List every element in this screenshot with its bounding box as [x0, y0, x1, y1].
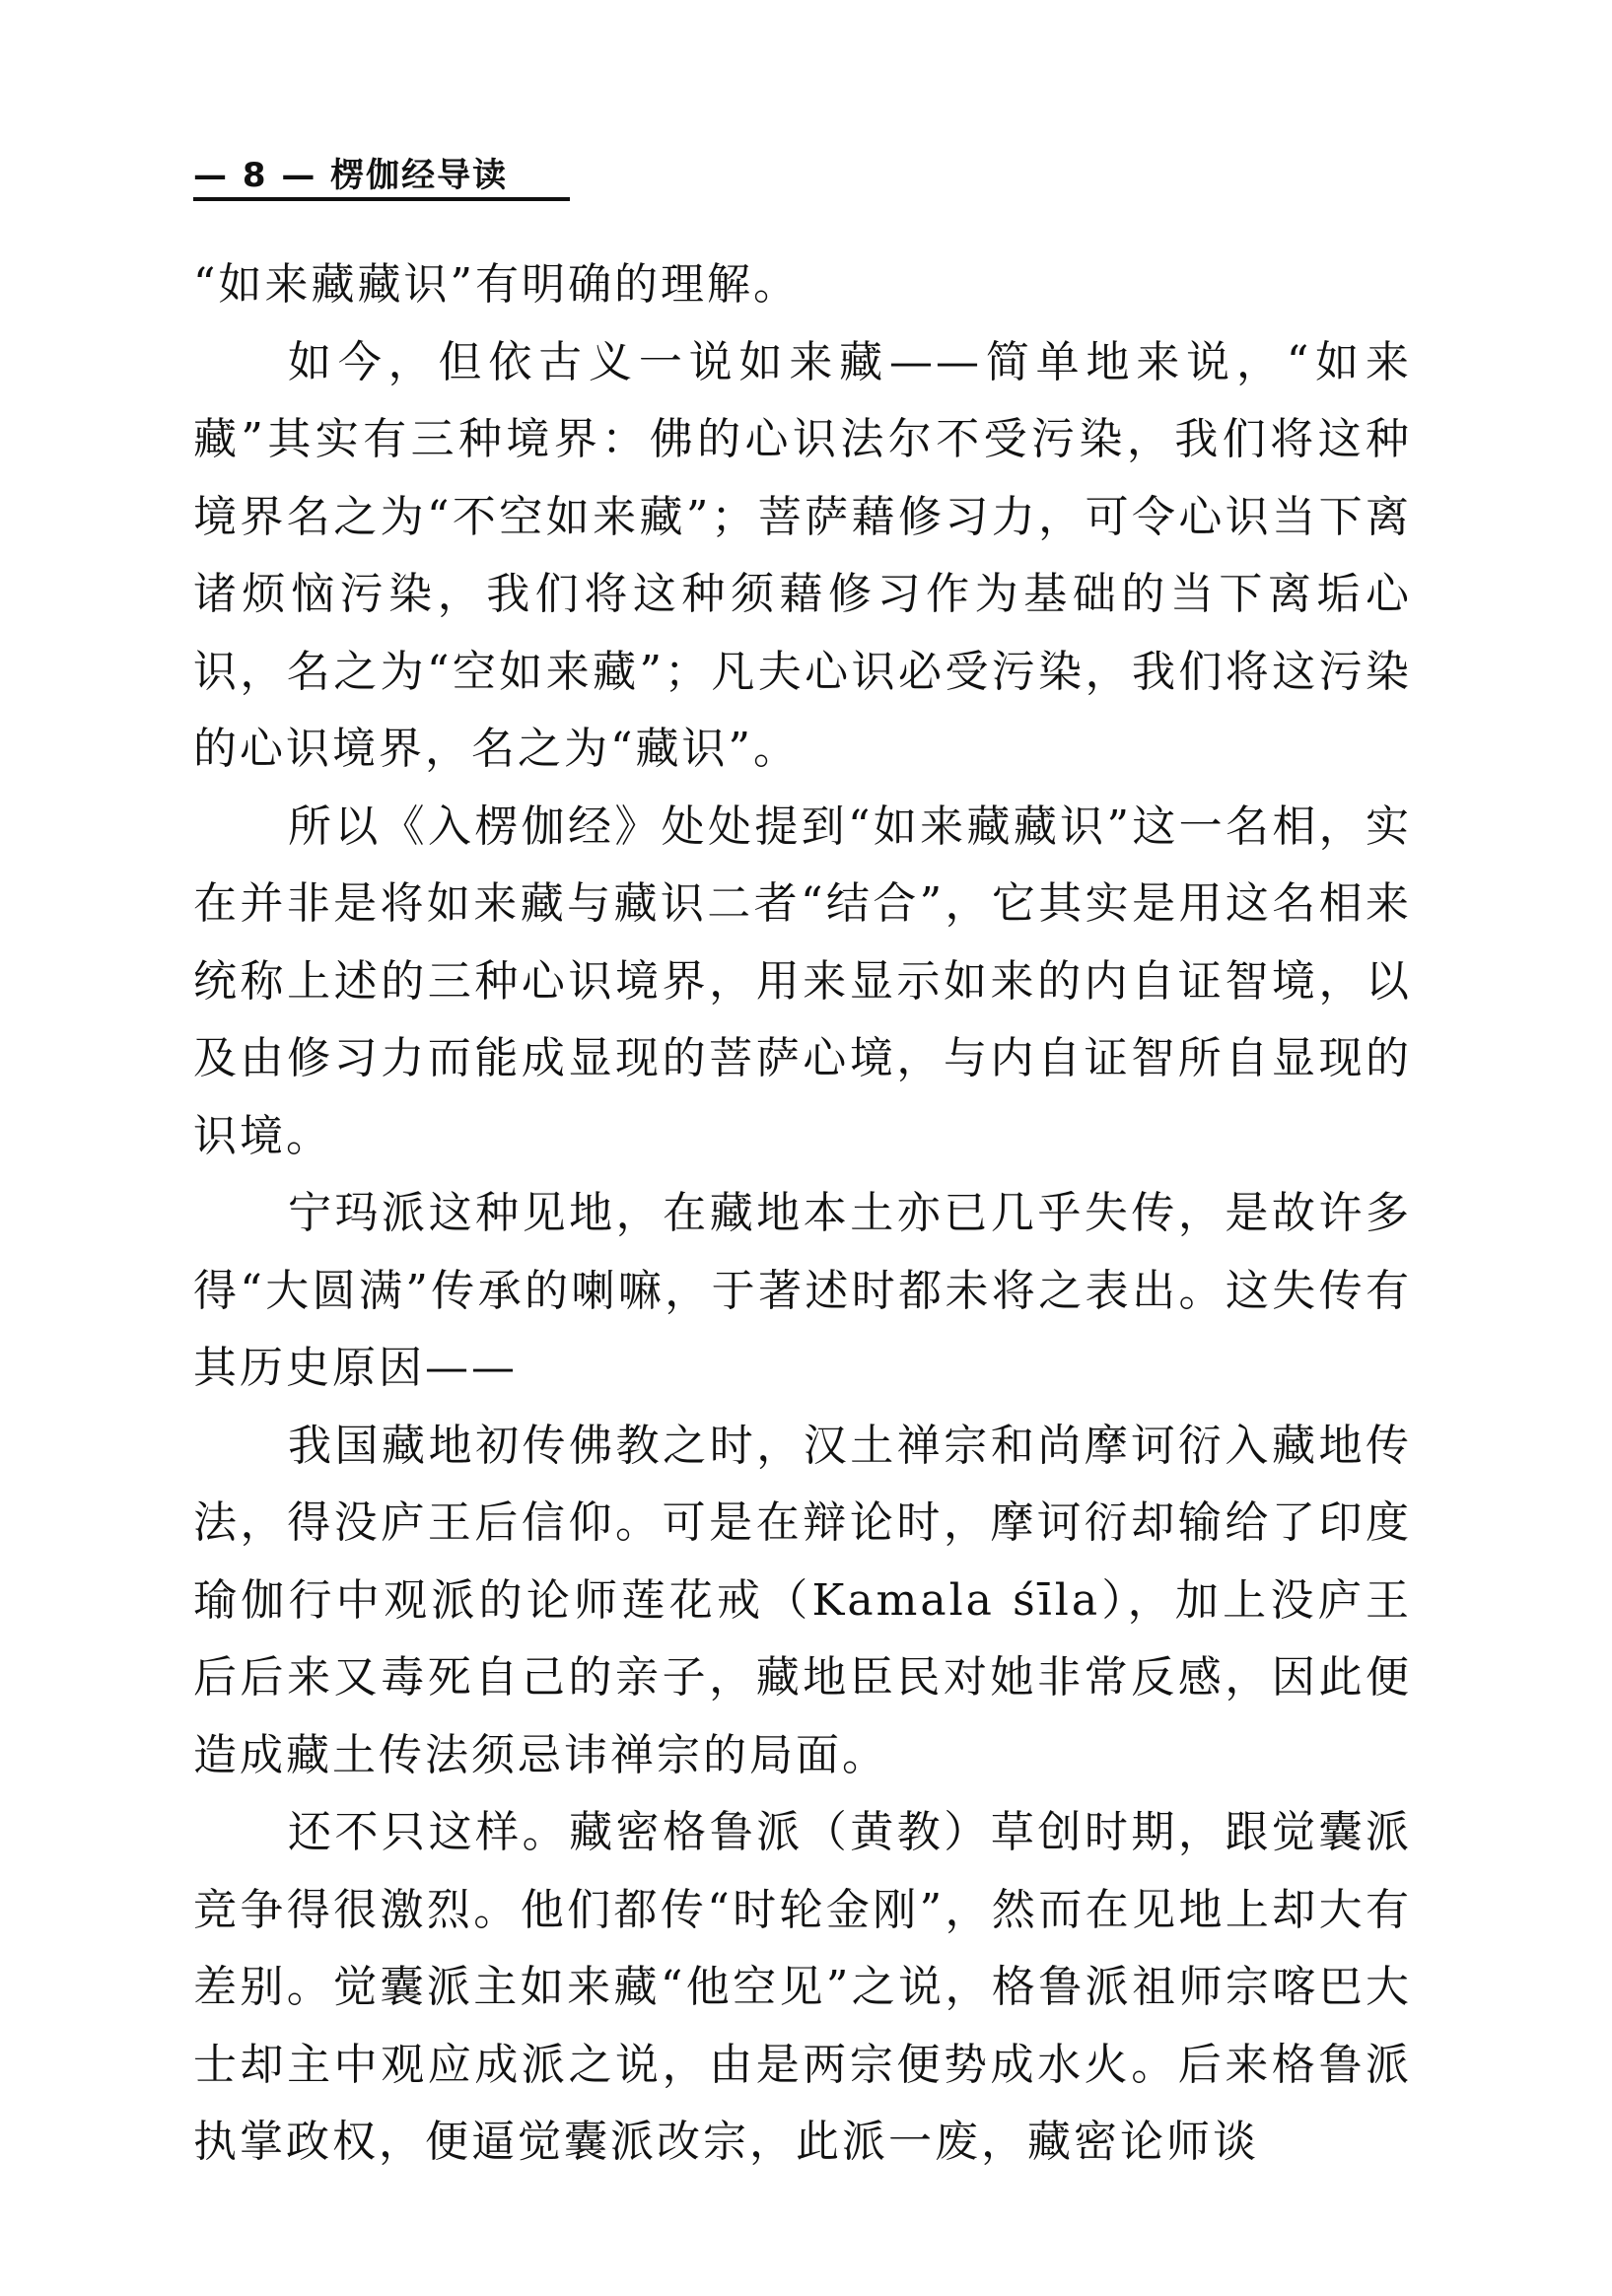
paragraph: 如今，但依古义一说如来藏——简单地来说，“如来藏”其实有三种境界：佛的心识法尔不受污染，我们将这种境界名之为“不空如来藏”；菩萨藉修习力，可令心识当下离诸烦恼污染，我们将这种须藉修习作为基础的当下离垢心识，名之为“空如来藏”；凡夫心识必受污染，我们将这污染的心识境界，名之为“藏识”。 — [193, 336, 1412, 774]
paragraph: 我国藏地初传佛教之时，汉土禅宗和尚摩诃衍入藏地传法，得没庐王后信仰。可是在辩论时，摩诃衍却输给了印度瑜伽行中观派的论师莲花戒（Kamala śīla），加上没庐王后后来又毒死自己的亲子，藏地臣民对她非常反感，因此便造成藏土传法须忌讳禅宗的局面。 — [193, 1420, 1412, 1780]
paragraph-continuation: “如来藏藏识”有明确的理解。 — [193, 259, 800, 310]
paragraph: 宁玛派这种见地，在藏地本土亦已几乎失传，是故许多得“大圆满”传承的喇嘛，于著述时都未将之表出。这失传有其历史原因—— — [193, 1188, 1412, 1393]
paragraph: 还不只这样。藏密格鲁派（黄教）草创时期，跟觉囊派竞争得很激烈。他们都传“时轮金刚”，然而在见地上却大有差别。觉囊派主如来藏“他空见”之说，格鲁派祖师宗喀巴大士却主中观应成派之说，由是两宗便势成水火。后来格鲁派执掌政权，便逼觉囊派改宗，此派一废，藏密论师谈 — [193, 1807, 1412, 2167]
running-header: — 8 — 楞伽经导读 — [193, 156, 509, 195]
body-text — [193, 246, 1412, 2182]
header-rule — [193, 197, 570, 201]
paragraph: 所以《入楞伽经》处处提到“如来藏藏识”这一名相，实在并非是将如来藏与藏识二者“结合”，它其实是用这名相来统称上述的三种心识境界，用来显示如来的内自证智境，以及由修习力而能成显现的菩萨心境，与内自证智所自显现的识境。 — [193, 800, 1412, 1161]
